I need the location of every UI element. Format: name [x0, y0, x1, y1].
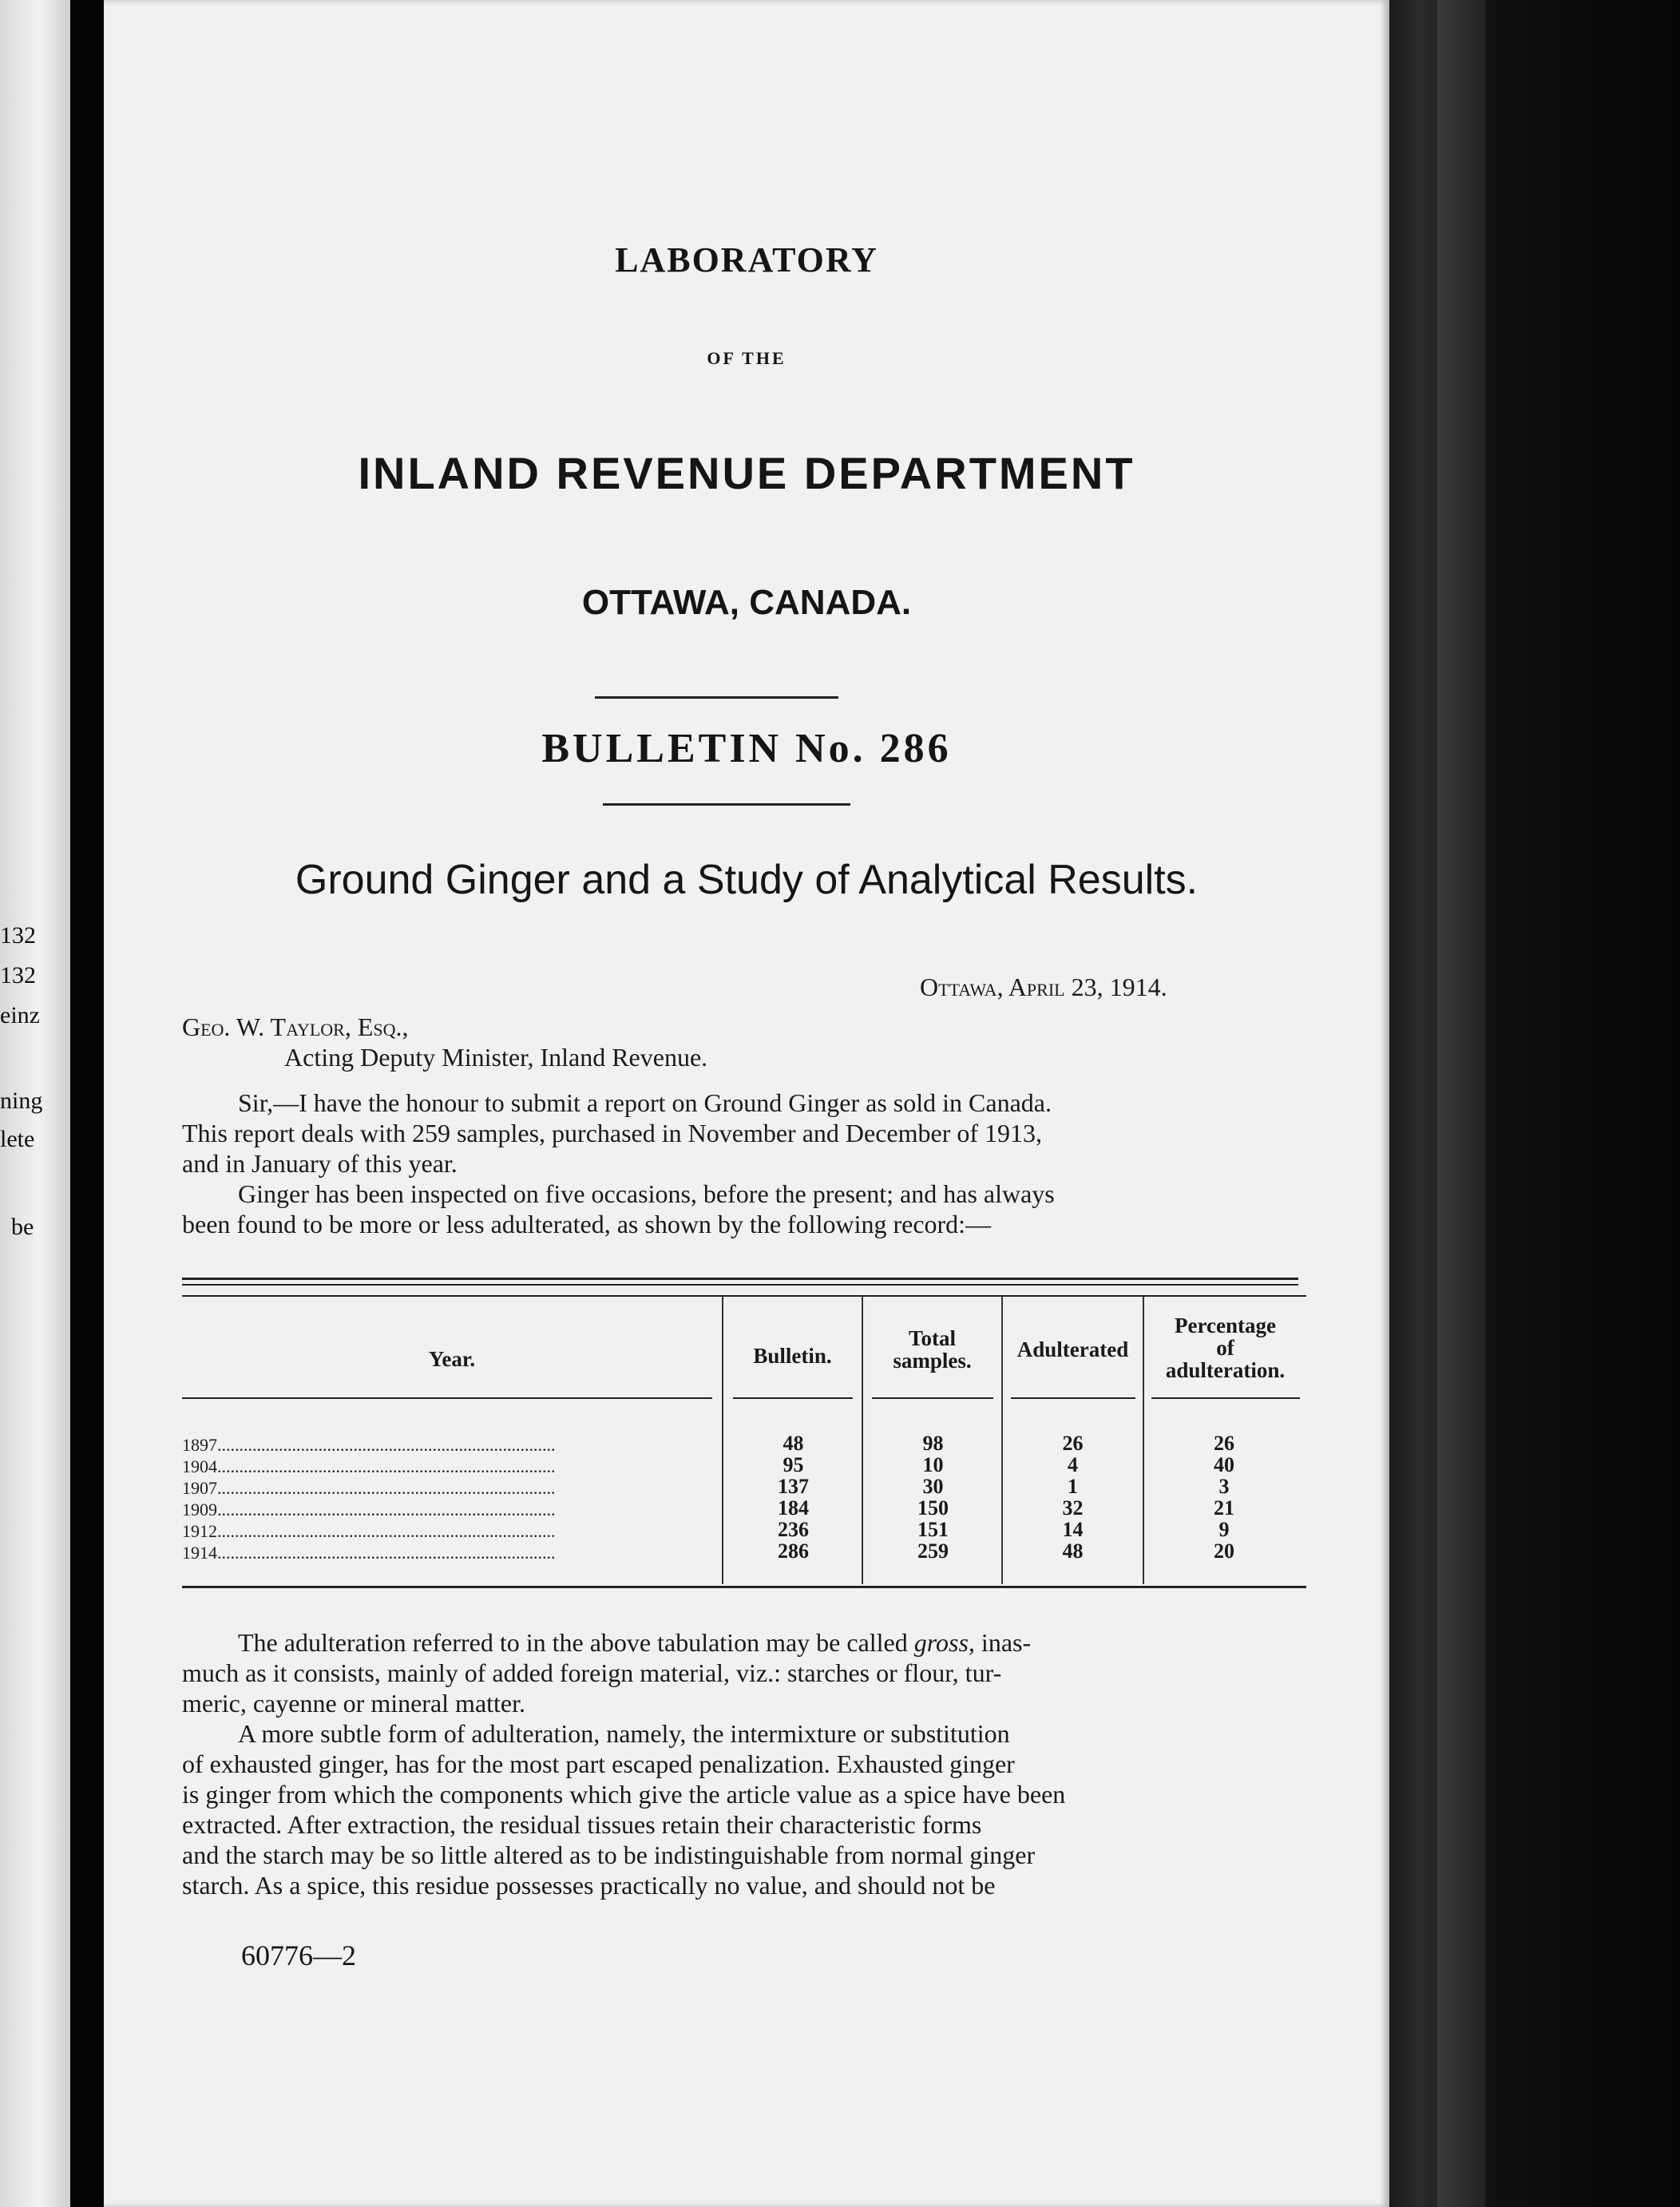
year-cell: 1909 [182, 1500, 217, 1520]
margin-fragment: 132 [0, 962, 36, 989]
table-row: 1909............................................................................. [182, 1500, 556, 1520]
header-laboratory: LABORATORY [615, 240, 878, 279]
adulterated-cell: 1 [1068, 1475, 1078, 1498]
table-rule-header [182, 1295, 1306, 1297]
adulterated-cell: 26 [1062, 1432, 1084, 1455]
year-cell: 1904 [182, 1456, 217, 1476]
header-underline [1151, 1397, 1300, 1399]
table-row: 1904............................................................................. [182, 1456, 556, 1476]
margin-fragment: ning [0, 1088, 43, 1114]
header-line: Total [908, 1326, 957, 1350]
header-line: samples. [893, 1349, 972, 1373]
text-line: and the starch may be so little altered as to be indistinguishable from normal ginger [182, 1840, 1036, 1869]
percentage-cell: 21 [1214, 1496, 1234, 1520]
percentage-cell: 9 [1218, 1518, 1230, 1541]
margin-fragment: lete [0, 1126, 35, 1152]
adulterated-cell: 14 [1062, 1518, 1084, 1541]
addressee-title: Acting Deputy Minister, Inland Revenue. [284, 1043, 708, 1072]
text-segment: The adulteration referred to in the above tabulation may be called [238, 1628, 914, 1657]
percentage-cell: 40 [1214, 1453, 1234, 1476]
table-row: 1897............................................................................. [182, 1435, 556, 1455]
bulletin-cell: 137 [778, 1475, 809, 1498]
col-header-total [863, 1327, 1001, 1372]
percentage-column [1144, 1432, 1304, 1562]
total-cell: 259 [917, 1539, 949, 1563]
margin-fragment: einz [0, 1002, 40, 1028]
bulletin-cell: 184 [778, 1496, 809, 1520]
year-cell: 1914 [182, 1543, 217, 1563]
bulletin-column [723, 1432, 863, 1562]
text-line: of exhausted ginger, has for the most part escaped penalization. Exhausted ginger [182, 1749, 1015, 1778]
text-line: Ginger has been inspected on five occasions, before the present; and has always [238, 1179, 1055, 1208]
print-code: 60776—2 [241, 1940, 356, 1971]
col-header-bulletin: Bulletin. [753, 1344, 832, 1368]
text-line [182, 1627, 1308, 1658]
page-stack-edge [1437, 0, 1485, 2207]
table-row: 1907............................................................................. [182, 1478, 556, 1498]
book-spine-shadow [70, 0, 104, 2207]
text-line: starch. As a spice, this residue possesses practically no value, and should not be [182, 1871, 996, 1900]
emphasis-gross: gross, [913, 1628, 975, 1657]
header-line: Percentage [1175, 1314, 1276, 1337]
header-underline [733, 1397, 853, 1399]
table-rule-bottom [182, 1586, 1306, 1588]
document-subtitle: Ground Ginger and a Study of Analytical Results. [295, 857, 1199, 903]
header-line: of [1216, 1336, 1234, 1360]
table-row: 1914............................................................................. [182, 1543, 556, 1563]
bulletin-cell: 48 [783, 1432, 804, 1455]
table-rule-top [182, 1284, 1298, 1286]
right-edge-shadow [1389, 0, 1680, 2207]
text-line: been found to be more or less adulterated, as shown by the following record:— [182, 1210, 992, 1238]
text-line: and in January of this year. [182, 1149, 458, 1178]
bulletin-cell: 236 [778, 1518, 809, 1541]
year-cell: 1912 [182, 1521, 217, 1541]
total-column [863, 1432, 1003, 1562]
header-of-the: OF THE [707, 348, 787, 368]
margin-fragment: be [11, 1214, 34, 1240]
year-cell: 1897 [182, 1435, 217, 1455]
year-cell: 1907 [182, 1478, 217, 1498]
total-cell: 10 [922, 1453, 944, 1476]
percentage-cell: 20 [1214, 1539, 1234, 1563]
text-line: is ginger from which the components which give the article value as a spice have been [182, 1780, 1066, 1809]
header-underline [182, 1397, 712, 1399]
divider-rule [595, 696, 838, 699]
body-paragraphs [182, 1627, 1308, 1900]
total-cell: 98 [922, 1432, 944, 1455]
text-segment: inas- [974, 1628, 1032, 1657]
percentage-cell: 3 [1218, 1475, 1230, 1498]
total-cell: 30 [922, 1475, 944, 1498]
col-header-year: Year. [428, 1347, 476, 1371]
divider-rule [603, 803, 850, 806]
adulterated-cell: 48 [1062, 1539, 1084, 1563]
adulterated-cell: 32 [1062, 1496, 1084, 1520]
total-cell: 150 [917, 1496, 949, 1520]
header-underline [1011, 1397, 1135, 1399]
addressee: Geo. W. Taylor, Esq., [182, 1012, 409, 1041]
bulletin-cell: 286 [778, 1539, 809, 1563]
percentage-cell: 26 [1214, 1432, 1234, 1455]
bulletin-number: BULLETIN No. 286 [541, 726, 952, 771]
header-city: OTTAWA, CANADA. [581, 583, 912, 622]
total-cell: 151 [917, 1518, 949, 1541]
margin-fragment: 132 [0, 922, 36, 949]
header-line: adulteration. [1165, 1358, 1286, 1382]
bulletin-cell: 95 [783, 1453, 804, 1476]
table-rule-top [182, 1278, 1298, 1280]
adulteration-table [182, 1278, 1306, 1597]
adulterated-column [1003, 1432, 1143, 1562]
header-department: INLAND REVENUE DEPARTMENT [358, 448, 1135, 498]
text-line: This report deals with 259 samples, purchased in November and December of 1913, [182, 1119, 1043, 1147]
text-line: A more subtle form of adulteration, namely, the intermixture or substitution [238, 1719, 1010, 1748]
text-line: extracted. After extraction, the residual tissues retain their characteristic forms [182, 1810, 982, 1839]
col-header-adulterated: Adulterated [1016, 1337, 1129, 1361]
adulterated-cell: 4 [1068, 1453, 1078, 1476]
text-line: Sir,—I have the honour to submit a report on Ground Ginger as sold in Canada. [238, 1088, 1052, 1117]
header-underline [872, 1397, 993, 1399]
text-line: much as it consists, mainly of added foreign material, viz.: starches or flour, tur- [182, 1658, 1002, 1687]
table-row: 1912............................................................................. [182, 1521, 556, 1541]
col-header-percentage [1144, 1314, 1306, 1381]
text-line: meric, cayenne or mineral matter. [182, 1689, 526, 1718]
place-date: Ottawa, April 23, 1914. [920, 973, 1167, 1001]
intro-paragraph [182, 1088, 1300, 1239]
